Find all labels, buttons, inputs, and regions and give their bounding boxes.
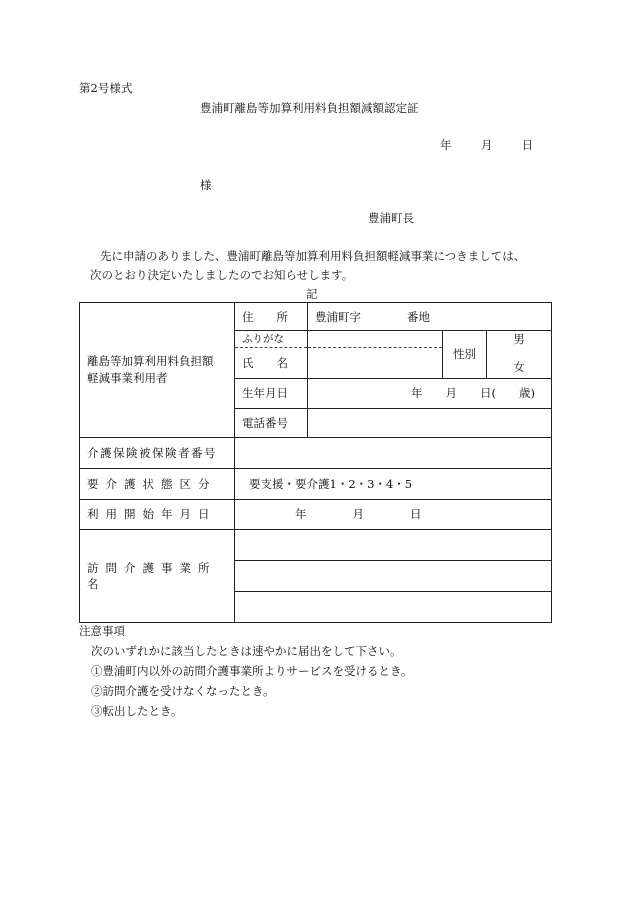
notes-item-2: ②訪問介護を受けなくなったとき。 <box>91 684 275 698</box>
birth-label: 生年月日 <box>235 378 308 408</box>
issuer-name: 豊浦町長 <box>368 211 414 225</box>
furigana-label: ふりがな <box>235 331 308 348</box>
start-date-row <box>80 499 552 529</box>
addressee-suffix: 様 <box>200 178 212 192</box>
phone-value <box>308 408 552 437</box>
insured-no-value <box>235 437 552 468</box>
date-month: 月 <box>480 138 493 152</box>
ki-heading: 記 <box>306 287 318 301</box>
address-label: 住 所 <box>235 303 308 331</box>
notes-item-3: ③転出したとき。 <box>91 704 183 718</box>
gender-male: 男 <box>487 331 552 348</box>
provider-label: 訪問介護事業所名 <box>80 529 235 622</box>
phone-label: 電話番号 <box>235 408 308 437</box>
provider-value-3 <box>235 591 552 622</box>
user-label-2: 軽減事業利用者 <box>87 370 168 385</box>
gender-label: 性別 <box>443 331 487 379</box>
issue-date <box>440 137 533 153</box>
insured-no-row <box>80 437 552 468</box>
address-value: 豊浦町字 番地 <box>308 303 552 331</box>
care-level-value: 要支援・要介護1・2・3・4・5 <box>235 468 552 499</box>
document-title: 豊浦町離島等加算利用料負担額減額認定証 <box>200 101 419 115</box>
birth-value: 年 月 日( 歳) <box>308 378 552 408</box>
notes-lead: 次のいずれかに該当したときは速やかに届出をして下さい。 <box>91 644 402 658</box>
user-label-cell <box>80 303 235 438</box>
form-number: 第2号様式 <box>79 81 133 95</box>
provider-value-2 <box>235 560 552 591</box>
furigana-value <box>308 331 443 348</box>
provider-row-1 <box>80 529 552 560</box>
certificate-table <box>79 302 552 623</box>
notes-item-1: ①豊浦町内以外の訪問介護事業所よりサービスを受けるとき。 <box>91 664 413 678</box>
date-day: 日 <box>521 138 534 152</box>
start-date-value: 年 月 日 <box>235 499 552 529</box>
provider-value-1 <box>235 529 552 560</box>
notes-section <box>79 621 413 721</box>
start-date-label: 利用開始年月日 <box>80 499 235 529</box>
notes-heading: 注意事項 <box>79 624 125 638</box>
care-level-row <box>80 468 552 499</box>
care-level-label: 要介護状態区分 <box>80 468 235 499</box>
user-label-1: 離島等加算利用料負担額 <box>87 353 214 368</box>
intro-line-2: 次のとおり決定いたしましたのでお知らせします。 <box>90 268 354 282</box>
address-row <box>80 303 552 331</box>
insured-no-label: 介護保険被保険者番号 <box>80 437 235 468</box>
gender-female: 女 <box>487 347 552 378</box>
name-value <box>308 347 443 378</box>
name-label: 氏 名 <box>235 347 308 378</box>
intro-line-1: 先に申請のありました、豊浦町離島等加算利用料負担額軽減事業につきましては、 <box>100 249 526 263</box>
date-year: 年 <box>440 138 452 152</box>
